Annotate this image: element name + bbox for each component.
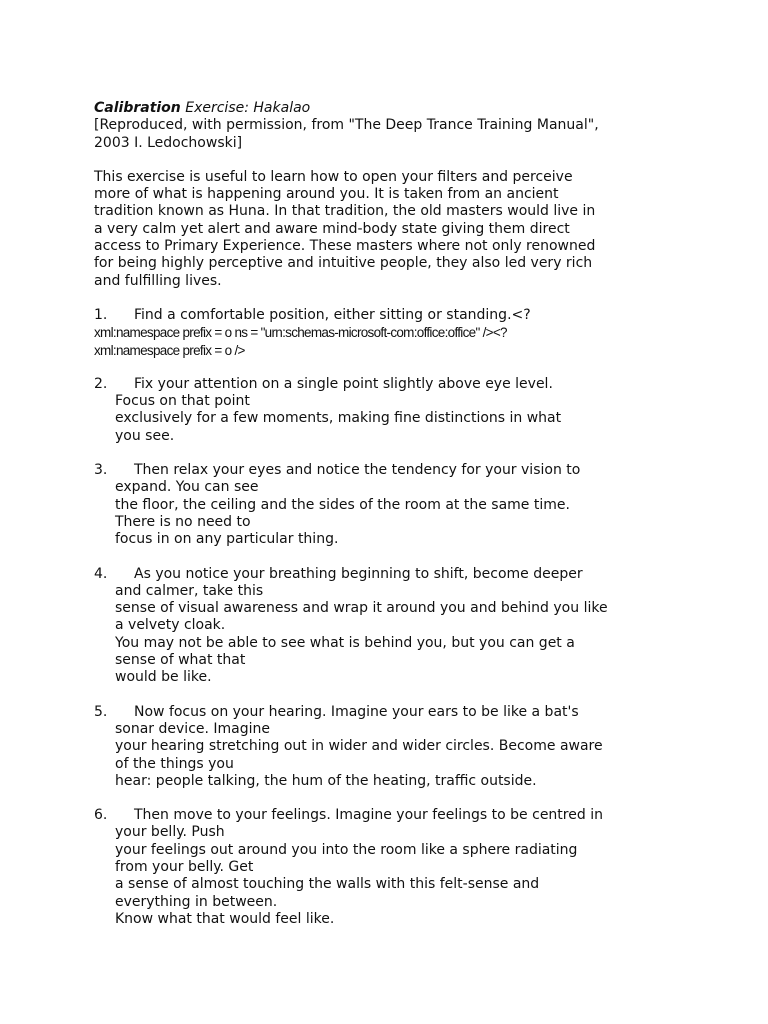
step-line: hear: people talking, the hum of the heating, traffic outside. [115, 772, 537, 789]
step-text: Then relax your eyes and notice the tendency for your vision to [134, 462, 581, 479]
intro-line: This exercise is useful to learn how to open your filters and perceive [94, 168, 573, 185]
step-line: You may not be able to see what is behind you, but you can get a [115, 634, 575, 651]
step-line: a sense of almost touching the walls with this felt-sense and [115, 876, 540, 893]
step-2 [94, 376, 684, 445]
step-number: 5. [94, 703, 108, 720]
step-line: the floor, the ceiling and the sides of the room at the same time. [115, 496, 570, 513]
step-number: 3. [94, 462, 108, 479]
step-line: your feelings out around you into the room like a sphere radiating [115, 841, 578, 858]
intro-line: and fulfilling lives. [94, 272, 222, 289]
step-number: 4. [94, 565, 108, 582]
step-line: and calmer, take this [115, 582, 264, 599]
step-text: Then move to your feelings. Imagine your feelings to be centred in [134, 807, 603, 824]
intro-line: access to Primary Experience. These masters where not only renowned [94, 238, 596, 255]
step-line: sonar device. Imagine [115, 720, 271, 737]
step-line: you see. [115, 427, 175, 444]
step-1 [94, 307, 684, 359]
document-title [94, 100, 684, 117]
step-line: from your belly. Get [115, 858, 254, 875]
intro-line: for being highly perceptive and intuitive people, they also led very rich [94, 255, 593, 272]
step-line: everything in between. [115, 893, 278, 910]
title-subtitle: Exercise: Hakalao [185, 100, 311, 116]
step-number: 2. [94, 375, 108, 392]
step-line: Focus on that point [115, 393, 250, 410]
document-page [94, 100, 684, 928]
step-4 [94, 566, 684, 687]
step-3 [94, 462, 684, 548]
step-line: sense of visual awareness and wrap it around you and behind you like [115, 600, 608, 617]
step-text: Now focus on your hearing. Imagine your ears to be like a bat's [134, 703, 579, 720]
step-line: would be like. [115, 669, 212, 686]
intro-paragraph [94, 169, 684, 290]
title-bold-word: Calibration [94, 100, 181, 116]
step-line: your hearing stretching out in wider and wider circles. Become aware [115, 738, 603, 755]
intro-line: more of what is happening around you. It is taken from an ancient [94, 186, 559, 203]
step-line: of the things you [115, 755, 234, 772]
xml-namespace-line: xml:namespace prefix = o /> [94, 342, 245, 358]
step-text: As you notice your breathing beginning to shift, become deeper [134, 565, 583, 582]
xml-namespace-line: xml:namespace prefix = o ns = "urn:schemas-microsoft-com:office:office" /><? [94, 325, 507, 341]
credit-line-1: [Reproduced, with permission, from "The Deep Trance Training Manual", [94, 117, 599, 134]
step-line: your belly. Push [115, 824, 225, 841]
step-6 [94, 807, 684, 928]
step-line: There is no need to [115, 513, 251, 530]
step-text: Fix your attention on a single point slightly above eye level. [134, 375, 553, 392]
step-number: 1. [94, 306, 108, 323]
intro-line: tradition known as Huna. In that tradition, the old masters would live in [94, 203, 596, 220]
step-line: expand. You can see [115, 479, 259, 496]
step-5 [94, 704, 684, 790]
step-line: exclusively for a few moments, making fine distinctions in what [115, 410, 562, 427]
step-number: 6. [94, 807, 108, 824]
step-line: Know what that would feel like. [115, 910, 335, 927]
step-text: Find a comfortable position, either sitting or standing.<? [134, 306, 531, 323]
step-line: sense of what that [115, 652, 246, 669]
intro-line: a very calm yet alert and aware mind-body state giving them direct [94, 220, 570, 237]
step-line: focus in on any particular thing. [115, 531, 339, 548]
credit-line-2: 2003 I. Ledochowski] [94, 134, 243, 151]
step-line: a velvety cloak. [115, 617, 226, 634]
